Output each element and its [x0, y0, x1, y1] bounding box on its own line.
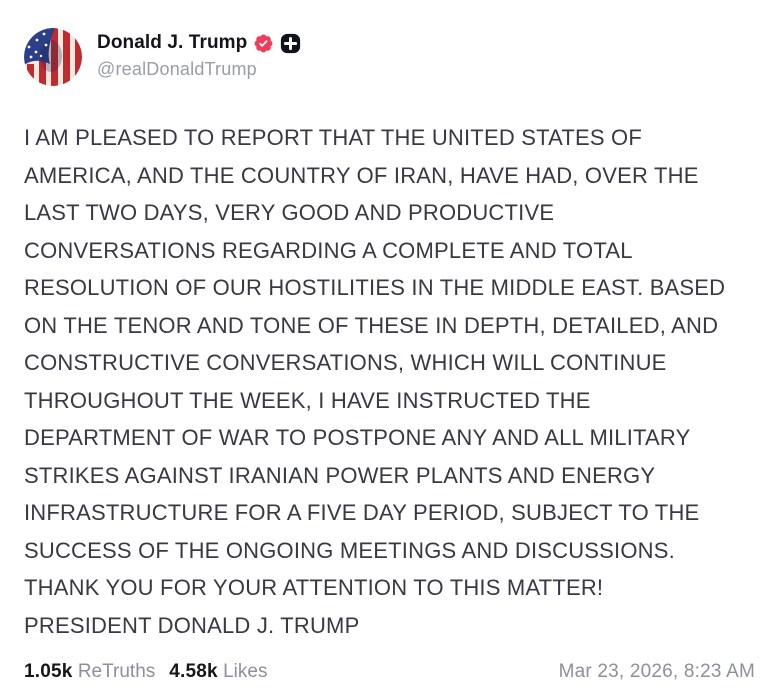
body-line: THANK YOU FOR YOUR ATTENTION TO THIS MATTER!	[24, 575, 604, 600]
body-line: AMERICA, AND THE COUNTRY OF IRAN, HAVE HAD, OVER THE	[24, 162, 699, 188]
display-name[interactable]: Donald J. Trump	[97, 32, 248, 53]
avatar[interactable]	[24, 28, 82, 86]
body-line: RESOLUTION OF OUR HOSTILITIES IN THE MIDDLE EAST. BASED	[24, 275, 726, 300]
body-line: DEPARTMENT OF WAR TO POSTPONE ANY AND ALL MILITARY	[24, 425, 691, 450]
post-stats	[24, 661, 267, 683]
body-line: INFRASTRUCTURE FOR A FIVE DAY PERIOD, SUBJECT TO THE	[24, 500, 700, 525]
truth-plus-badge-icon	[280, 33, 301, 54]
post-header	[24, 28, 756, 88]
post-footer	[24, 661, 755, 683]
body-line: I AM PLEASED TO REPORT THAT THE UNITED STATES OF	[24, 125, 642, 150]
retruths-count: 1.05k	[24, 661, 73, 682]
likes-stat[interactable]	[169, 661, 267, 683]
body-line: CONSTRUCTIVE CONVERSATIONS, WHICH WILL CONTINUE	[24, 350, 667, 375]
post-body	[24, 119, 756, 644]
body-line: STRIKES AGAINST IRANIAN POWER PLANTS AND ENERGY	[24, 462, 656, 488]
likes-count: 4.58k	[169, 661, 218, 682]
body-line: THROUGHOUT THE WEEK, I HAVE INSTRUCTED THE	[24, 387, 591, 413]
retruths-stat[interactable]	[24, 661, 155, 683]
body-line: SUCCESS OF THE ONGOING MEETINGS AND DISCUSSIONS.	[24, 537, 675, 563]
verified-badge-icon	[253, 33, 274, 54]
flag-face-avatar-image	[24, 28, 82, 86]
handle[interactable]: @realDonaldTrump	[97, 59, 257, 79]
retruths-label: ReTruths	[77, 661, 156, 682]
timestamp[interactable]: Mar 23, 2026, 8:23 AM	[558, 661, 755, 682]
likes-label: Likes	[223, 661, 268, 682]
body-line: ON THE TENOR AND TONE OF THESE IN DEPTH, DETAILED, AND	[24, 312, 719, 338]
body-line: LAST TWO DAYS, VERY GOOD AND PRODUCTIVE	[24, 200, 555, 225]
body-line: PRESIDENT DONALD J. TRUMP	[24, 612, 360, 638]
body-line: CONVERSATIONS REGARDING A COMPLETE AND TOTAL	[24, 237, 633, 263]
author-identity	[97, 28, 301, 80]
